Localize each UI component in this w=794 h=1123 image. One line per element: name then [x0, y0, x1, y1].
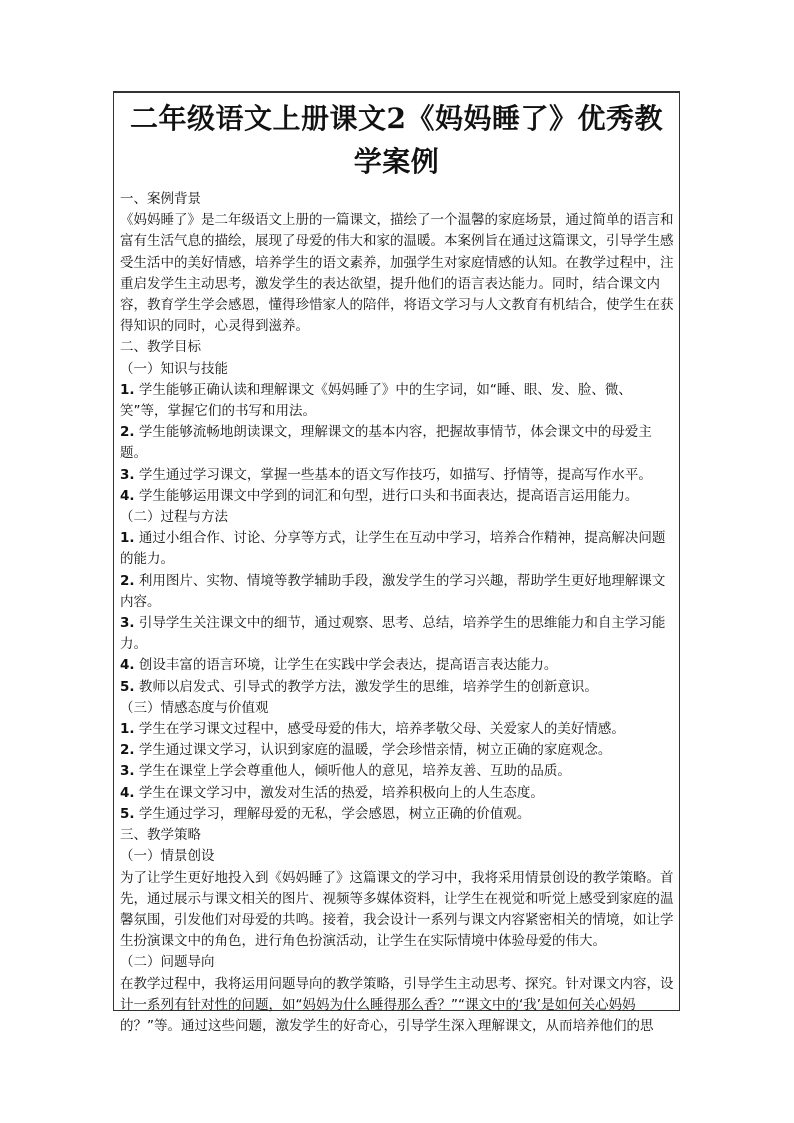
list-item [120, 761, 674, 782]
list-item [120, 613, 674, 655]
section-heading: 二、教学目标 [120, 339, 201, 356]
item-number: 2. [120, 742, 135, 759]
item-number: 3. [120, 763, 135, 780]
paragraph: 在教学过程中，我将运用问题导向的教学策略，引导学生主动思考、探究。针对课文内容，设计一系列有针对性的问题，如“妈妈为什么睡得那么香？”“课文中的‘我’是如何关心妈妈的？”等。通过这些问题，激发学生的好奇心，引导学生深入理解课文，从而培养他们的思 [120, 975, 674, 1034]
subsection-heading: （三）情感态度与价值观 [120, 699, 269, 716]
item-text: 学生在学习课文过程中，感受母爱的伟大，培养孝敬父母、关爱家人的美好情感。 [134, 721, 625, 738]
item-number: 2. [120, 572, 135, 589]
item-number: 5. [120, 805, 135, 822]
item-number: 2. [120, 424, 135, 441]
item-text: 学生能够运用课文中学到的词汇和句型，进行口头和书面表达，提高语言运用能力。 [134, 487, 639, 504]
item-text: 学生通过课文学习，认识到家庭的温暖，学会珍惜亲情，树立正确的家庭观念。 [134, 742, 612, 759]
page-title: 二年级语文上册课文2《妈妈睡了》优秀教学案例 [130, 102, 663, 178]
item-text: 学生能够流畅地朗读课文，理解课文的基本内容，把握故事情节，体会课文中的母爱主题。 [120, 424, 652, 462]
item-text: 引导学生关注课文中的细节，通过观察、思考、总结，培养学生的思维能力和自主学习能力。 [120, 615, 666, 653]
list-item [120, 804, 674, 825]
item-text: 利用图片、实物、情境等教学辅助手段，激发学生的学习兴趣，帮助学生更好地理解课文内容。 [120, 572, 666, 610]
item-text: 通过小组合作、讨论、分享等方式，让学生在互动中学习，培养合作精神，提高解决问题的能力。 [120, 530, 666, 568]
item-number: 4. [120, 784, 135, 801]
item-number: 3. [120, 615, 135, 632]
item-text: 教师以启发式、引导式的教学方法，激发学生的思维，培养学生的创新意识。 [134, 678, 598, 695]
item-number: 5. [120, 678, 135, 695]
item-number: 1. [120, 381, 135, 398]
paragraph: 为了让学生更好地投入到《妈妈睡了》这篇课文的学习中，我将采用情景创设的教学策略。首先，通过展示与课文相关的图片、视频等多媒体资料，让学生在视觉和听觉上感受到家庭的温馨氛围，引发他们对母爱的共鸣。接着，我会设计一系列与课文内容紧密相关的情境，如让学生扮演课文中的角色，进行角色扮演活动，让学生在实际情境中体验母爱的伟大。 [120, 869, 674, 950]
item-text: 学生在课堂上学会尊重他人，倾听他人的意见，培养友善、互助的品质。 [134, 763, 571, 780]
list-item [120, 528, 674, 570]
section-heading: 三、教学策略 [120, 827, 201, 844]
subsection-heading: （二）问题导向 [120, 954, 215, 971]
item-number: 1. [120, 530, 135, 547]
list-item [120, 571, 674, 613]
list-item [120, 465, 674, 486]
subsection-heading: （一）知识与技能 [120, 360, 228, 377]
list-item [120, 740, 674, 761]
item-number: 3. [120, 466, 135, 483]
item-number: 4. [120, 487, 135, 504]
paragraph: 《妈妈睡了》是二年级语文上册的一篇课文，描绘了一个温馨的家庭场景，通过简单的语言和富有生活气息的描绘，展现了母爱的伟大和家的温暖。本案例旨在通过这篇课文，引导学生感受生活中的美好情感，培养学生的语文素养，加强学生对家庭情感的认知。在教学过程中，注重启发学生主动思考，激发学生的表达欲望，提升他们的语言表达能力。同时，结合课文内容，教育学生学会感恩，懂得珍惜家人的陪伴，将语文学习与人文教育有机结合，使学生在获得知识的同时，心灵得到滋养。 [120, 212, 674, 335]
list-item [120, 677, 674, 698]
item-text: 学生能够正确认读和理解课文《妈妈睡了》中的生字词，如“睡、眼、发、脸、微、笑”等，掌握它们的书写和用法。 [120, 381, 632, 420]
list-item [120, 719, 674, 740]
list-item [120, 380, 674, 422]
document-body [114, 189, 679, 1037]
item-number: 4. [120, 657, 135, 674]
subsection-heading: （二）过程与方法 [120, 509, 228, 526]
subsection-heading: （一）情景创设 [120, 848, 215, 865]
document-frame [113, 91, 680, 1034]
section-heading: 一、案例背景 [120, 191, 201, 207]
item-text: 学生通过学习课文，掌握一些基本的语文写作技巧，如描写、抒情等，提高写作水平。 [134, 466, 652, 483]
top-rule [114, 92, 679, 93]
item-text: 学生通过学习，理解母爱的无私，学会感恩，树立正确的价值观。 [134, 805, 531, 822]
list-item [120, 486, 674, 507]
list-item [120, 655, 674, 676]
list-item [120, 422, 674, 464]
item-text: 学生在课文学习中，激发对生活的热爱，培养积极向上的人生态度。 [134, 784, 544, 801]
list-item [120, 783, 674, 804]
item-text: 创设丰富的语言环境，让学生在实践中学会表达，提高语言表达能力。 [134, 657, 558, 674]
item-number: 1. [120, 721, 135, 738]
